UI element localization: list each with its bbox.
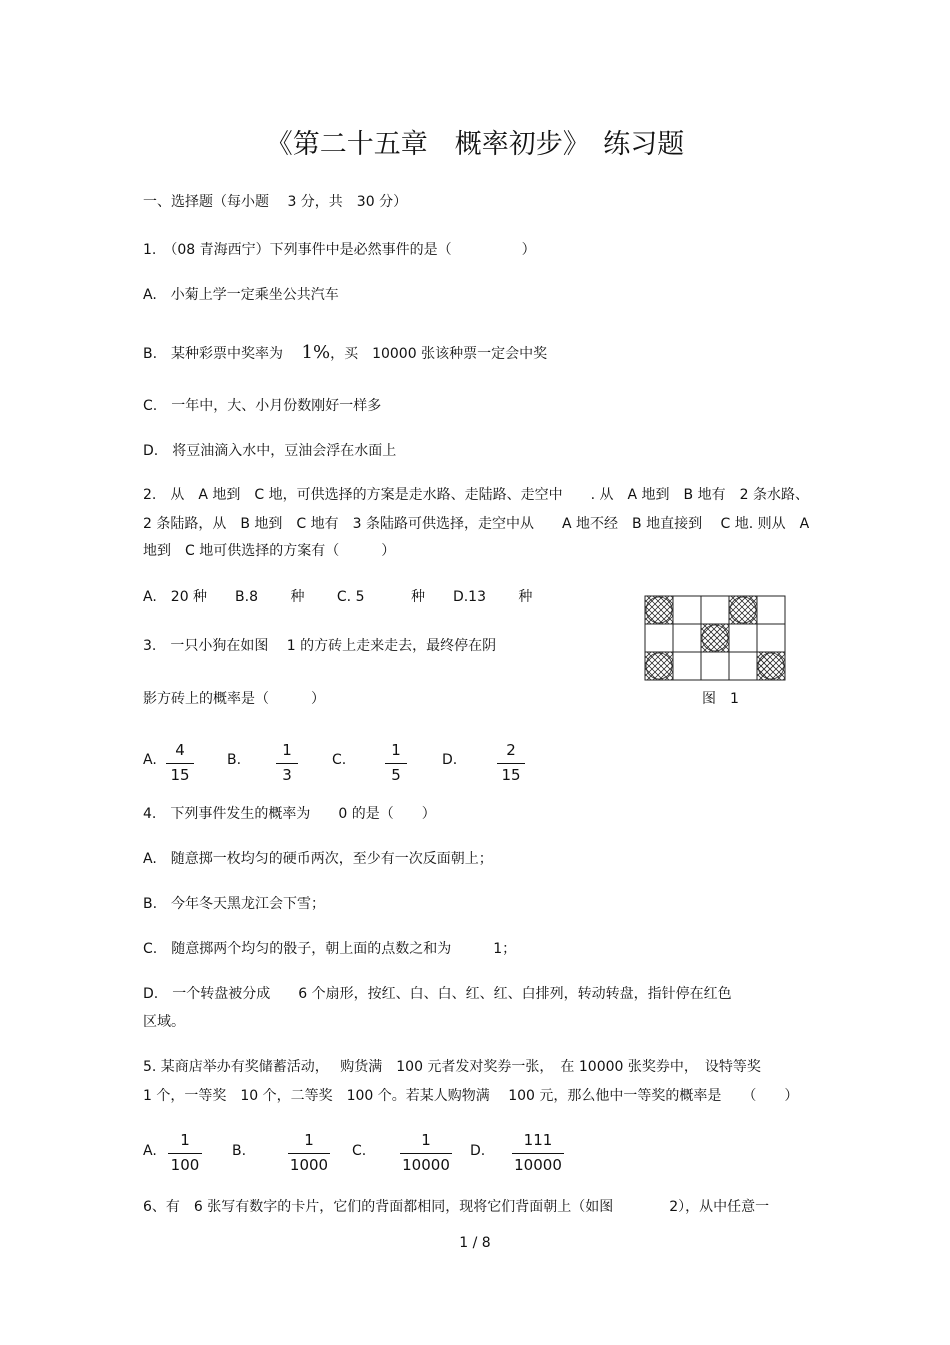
q3-fraction-d-numerator: 2 <box>506 741 516 759</box>
q5-line-2: 1 个，一等奖 10 个，二等奖 100 个。若某人购物满 100 元，那么他中一等奖的概率是 （ ） <box>143 1088 799 1104</box>
q1-option-a: A. 小菊上学一定乘坐公共汽车 <box>143 287 339 303</box>
plain-tile <box>701 596 729 624</box>
section-heading: 一、选择题（每小题 3 分，共 30 分） <box>143 194 408 210</box>
q2-line-1: 2. 从 A 地到 C 地，可供选择的方案是走水路、走陆路、走空中 . 从 A 地到 B 地有 2 条水路、 <box>143 487 809 503</box>
q5-fraction-d <box>512 1131 564 1175</box>
q3-line-1: 3. 一只小狗在如图 1 的方砖上走来走去，最终停在阴 <box>143 638 497 654</box>
q4-option-b: B. 今年冬天黑龙江会下雪； <box>143 896 326 912</box>
q3-fraction-b <box>276 741 298 785</box>
q5-fraction-a-denominator: 100 <box>170 1156 200 1174</box>
q3-fraction-b-denominator: 3 <box>282 766 292 784</box>
q1-option-b-post: ，买 10000 张该种票一定会中奖 <box>330 346 548 362</box>
q3-fraction-a-numerator: 4 <box>175 741 185 759</box>
fraction-bar <box>385 763 407 764</box>
q5-fraction-d-denominator: 10000 <box>514 1156 562 1174</box>
q5-label-c: C. <box>352 1143 367 1159</box>
q2-options: A. 20 种 B.8 种 C. 5 种 D.13 种 <box>143 589 533 605</box>
q3-label-d: D. <box>442 752 458 768</box>
q5-fraction-a-numerator: 1 <box>180 1131 190 1149</box>
fraction-bar <box>512 1153 564 1154</box>
q3-fraction-d <box>497 741 525 785</box>
q3-label-c: C. <box>332 752 347 768</box>
plain-tile <box>701 652 729 680</box>
q3-fraction-c <box>385 741 407 785</box>
q2-line-3: 地到 C 地可供选择的方案有（ ） <box>143 543 396 559</box>
plain-tile <box>673 652 701 680</box>
q3-fraction-a-denominator: 15 <box>170 766 190 784</box>
fraction-bar <box>288 1153 330 1154</box>
fraction-bar <box>497 763 525 764</box>
q1-option-c: C. 一年中，大、小月份数刚好一样多 <box>143 398 382 414</box>
q4-option-d-line-1: D. 一个转盘被分成 6 个扇形，按红、白、白、红、红、白排列，转动转盘，指针停在红色 <box>143 986 732 1002</box>
q4-stem: 4. 下列事件发生的概率为 0 的是（ ） <box>143 806 436 822</box>
q5-label-d: D. <box>470 1143 486 1159</box>
q3-fraction-b-numerator: 1 <box>282 741 292 759</box>
figure-1-caption: 图 1 <box>702 691 739 707</box>
figure-1-tile-grid <box>644 595 792 681</box>
q5-fraction-a <box>168 1131 202 1175</box>
q1-option-b-percent: 1% <box>301 342 331 363</box>
q1-option-b <box>143 344 547 363</box>
page-title: 《第二十五章 概率初步》 练习题 <box>265 129 685 160</box>
plain-tile <box>673 596 701 624</box>
page-number: 1 / 8 <box>459 1235 491 1251</box>
q5-fraction-b-denominator: 1000 <box>289 1156 329 1174</box>
plain-tile <box>645 624 673 652</box>
q5-fraction-c-numerator: 1 <box>421 1131 431 1149</box>
fraction-bar <box>166 763 194 764</box>
q4-option-c: C. 随意掷两个均匀的骰子，朝上面的点数之和为 1； <box>143 941 517 957</box>
q3-label-b: B. <box>227 752 242 768</box>
q3-fraction-c-denominator: 5 <box>391 766 401 784</box>
q5-fraction-b <box>288 1131 330 1175</box>
q5-label-a: A. <box>143 1143 157 1159</box>
q5-fraction-c-denominator: 10000 <box>402 1156 450 1174</box>
plain-tile <box>729 652 757 680</box>
q1-option-b-pre: B. 某种彩票中奖率为 <box>143 346 284 362</box>
plain-tile <box>757 624 785 652</box>
q6-line-1: 6、有 6 张写有数字的卡片，它们的背面都相同，现将它们背面朝上（如图 2），从中任意一 <box>143 1199 770 1215</box>
q5-line-1: 5. 某商店举办有奖储蓄活动， 购货满 100 元者发对奖券一张， 在 10000 张奖券中， 设特等奖 <box>143 1059 761 1075</box>
q2-line-2: 2 条陆路，从 B 地到 C 地有 3 条陆路可供选择，走空中从 A 地不经 B 地直接到 C 地. 则从 A <box>143 516 810 532</box>
q3-fraction-d-denominator: 15 <box>501 766 521 784</box>
plain-tile <box>757 596 785 624</box>
fraction-bar <box>400 1153 452 1154</box>
fraction-bar <box>276 763 298 764</box>
q1-option-d: D. 将豆油滴入水中，豆油会浮在水面上 <box>143 443 397 459</box>
q3-fraction-c-numerator: 1 <box>391 741 401 759</box>
fraction-bar <box>168 1153 202 1154</box>
q1-stem: 1. （08 青海西宁）下列事件中是必然事件的是（ ） <box>143 242 536 258</box>
plain-tile <box>729 624 757 652</box>
q5-label-b: B. <box>232 1143 247 1159</box>
q4-option-a: A. 随意掷一枚均匀的硬币两次，至少有一次反面朝上； <box>143 851 493 867</box>
q4-option-d-line-2: 区域。 <box>143 1014 185 1030</box>
q3-line-2: 影方砖上的概率是（ ） <box>143 691 325 707</box>
plain-tile <box>673 624 701 652</box>
q5-fraction-c <box>400 1131 452 1175</box>
q5-fraction-d-numerator: 111 <box>523 1131 553 1149</box>
q5-fraction-b-numerator: 1 <box>304 1131 314 1149</box>
q3-fraction-a <box>166 741 194 785</box>
q3-label-a: A. <box>143 752 157 768</box>
